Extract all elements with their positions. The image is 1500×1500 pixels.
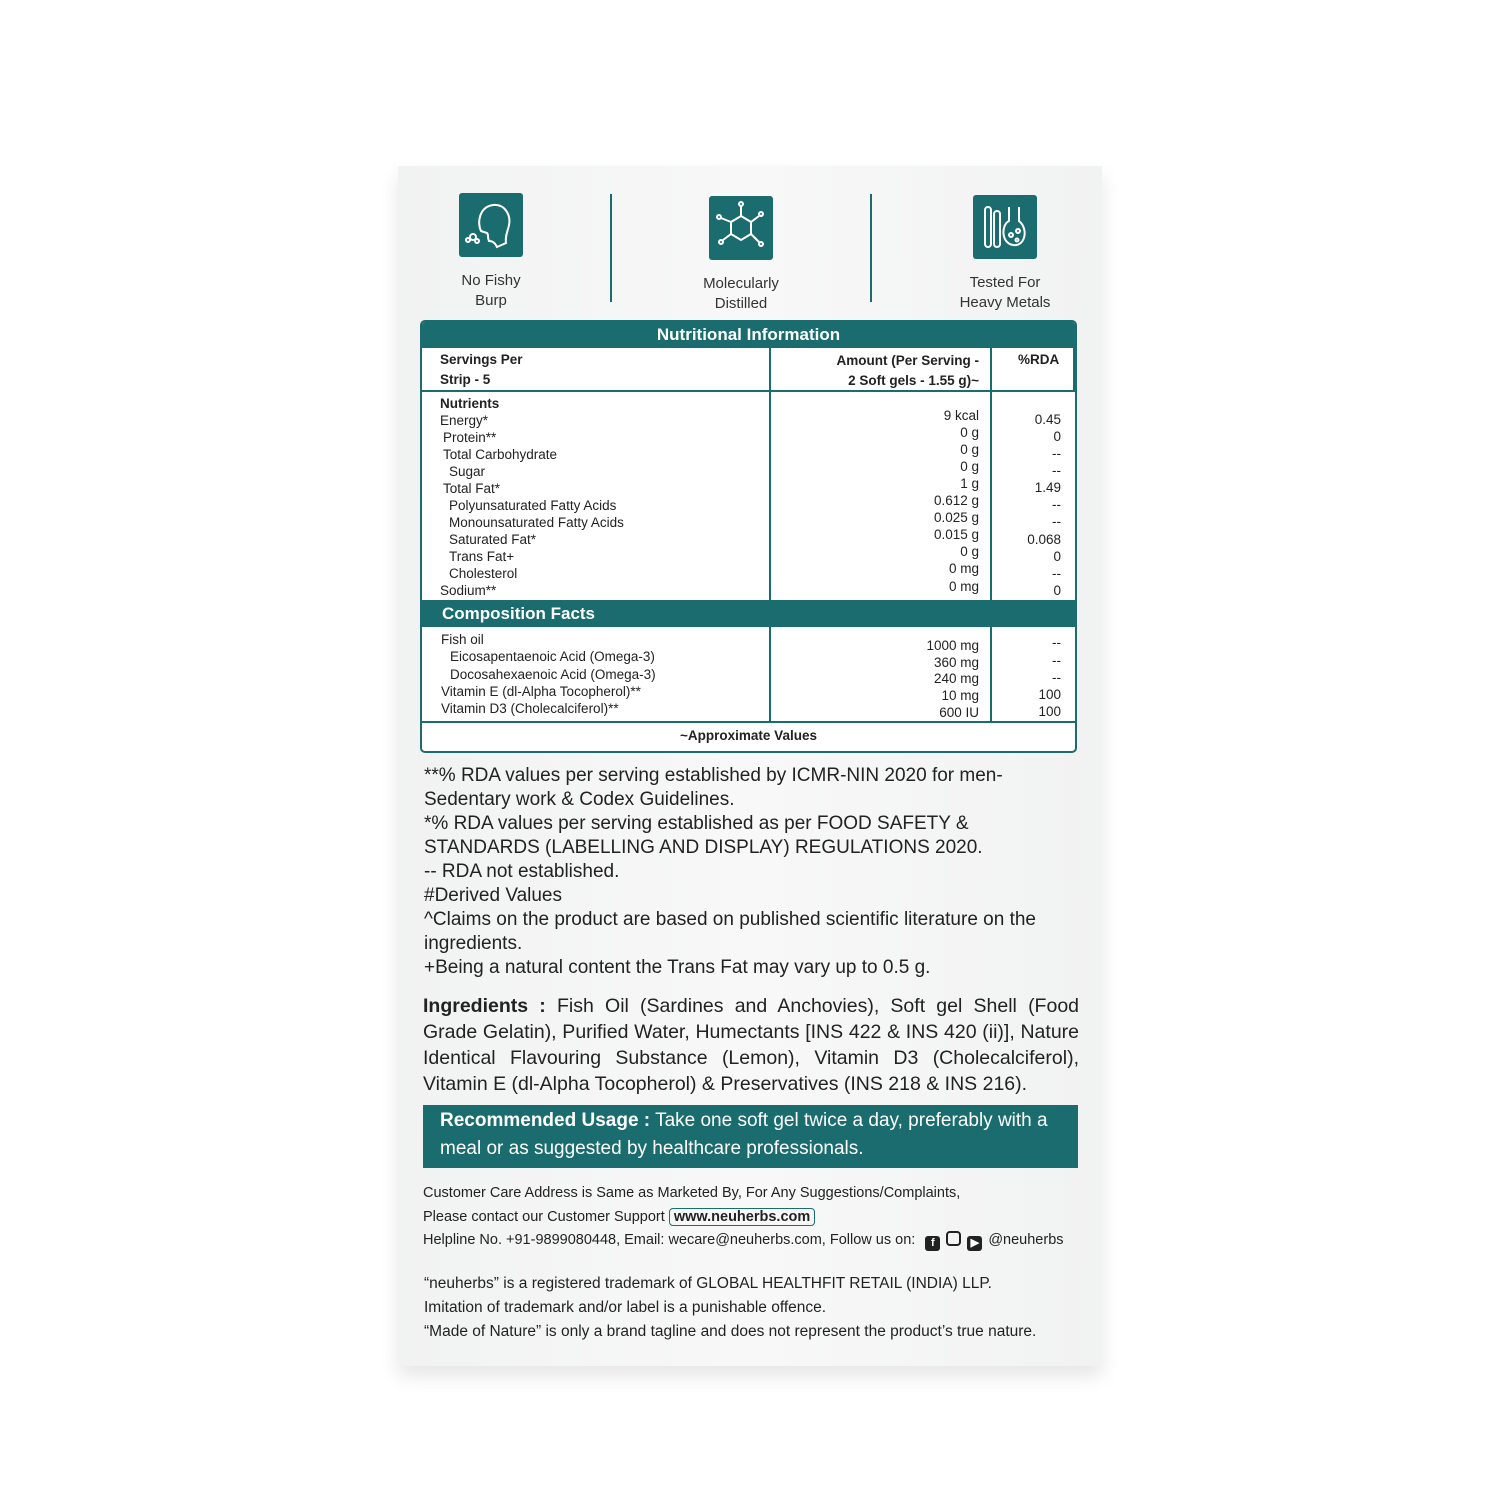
legal-line: Imitation of trademark and/or label is a punishable offence.	[424, 1299, 827, 1316]
lab-flask-icon	[973, 195, 1037, 259]
legal-line: “Made of Nature” is only a brand tagline and does not represent the product’s true nature.	[424, 1323, 1037, 1340]
nutrient-rda: 0	[1053, 549, 1061, 564]
column-divider	[769, 627, 771, 722]
nutrition-table	[420, 320, 1077, 753]
nutrient-rda: 1.49	[1034, 480, 1061, 495]
nutrient-amount: 1 g	[960, 476, 979, 491]
rda-header: %RDA	[1018, 352, 1060, 367]
feature-label: No Fishy Burp	[461, 272, 521, 309]
nutrient-name: Monounsaturated Fatty Acids	[449, 515, 624, 530]
nutrient-amount: 0 g	[960, 425, 979, 440]
youtube-icon[interactable]: ▶	[967, 1236, 982, 1251]
nutrient-amount: 0 g	[960, 442, 979, 457]
nutrient-name: Trans Fat+	[449, 549, 515, 564]
nutrient-name: Protein**	[443, 430, 497, 445]
nutrient-rda: --	[1052, 514, 1061, 529]
composition-name: Vitamin D3 (Cholecalciferol)**	[441, 701, 619, 716]
ingredients	[423, 993, 1079, 1097]
customer-care-line-3	[423, 1230, 1064, 1251]
feature-tested-heavy-metals	[915, 195, 1095, 313]
nutrient-name: Total Carbohydrate	[443, 447, 558, 462]
feature-no-fishy-burp	[401, 193, 581, 311]
composition-name: Vitamin E (dl-Alpha Tocopherol)**	[441, 684, 641, 699]
nutrient-rda: 0.45	[1034, 412, 1061, 427]
amount-header: Amount (Per Serving -	[836, 353, 979, 368]
column-divider	[769, 348, 771, 600]
rda-notes	[424, 764, 1084, 980]
composition-rda: --	[1052, 670, 1061, 685]
approximate-values-note: ~Approximate Values	[680, 728, 817, 743]
nutrition-title: Nutritional Information	[422, 322, 1075, 348]
nutrient-name: Cholesterol	[449, 566, 518, 581]
nutrients-header: Nutrients	[440, 396, 500, 411]
nutrient-amount: 0 mg	[948, 561, 979, 576]
composition-amount: 600 IU	[939, 705, 979, 720]
nutrient-rda: 0.068	[1027, 532, 1061, 547]
composition-name: Docosahexaenoic Acid (Omega-3)	[450, 667, 656, 682]
composition-amount: 240 mg	[933, 671, 979, 686]
usage-text: Take one soft gel twice a day, preferably with a meal or as suggested by healthcare professionals.	[440, 1110, 1048, 1159]
servings-label: Servings Per	[440, 352, 523, 367]
customer-care-line-2	[423, 1207, 815, 1227]
note: +Being a natural content the Trans Fat may vary up to 0.5 g.	[424, 957, 931, 978]
composition-title: Composition Facts	[422, 600, 1075, 627]
usage-heading: Recommended Usage :	[440, 1110, 651, 1131]
helpline-text: Helpline No. +91-9899080448, Email: wecare@neuherbs.com, Follow us on:	[423, 1232, 916, 1248]
feature-molecularly-distilled	[651, 196, 831, 314]
nutrient-name: Total Fat*	[443, 481, 501, 496]
nutrient-amount: 0.015 g	[933, 527, 979, 542]
nutrient-name: Energy*	[440, 413, 489, 428]
note: #Derived Values	[424, 885, 563, 906]
nutrient-name: Saturated Fat*	[449, 532, 537, 547]
website-link[interactable]: www.neuherbs.com	[669, 1208, 815, 1226]
face-burp-icon	[459, 193, 523, 257]
servings-value: Strip - 5	[440, 372, 491, 387]
legal-notice	[424, 1272, 1036, 1344]
nutrient-amount: 9 kcal	[943, 408, 979, 423]
ingredients-text: Fish Oil (Sardines and Anchovies), Soft gel Shell (Food Grade Gelatin), Purified Water, Humectants [INS 422 & INS 420 (ii)], Nature Identical Flavouring Substance (Lemon), Vitamin D3 (Cholecalciferol), Vitamin E (dl-Alpha Tocopherol) & Preservatives (INS 218 & INS 216).	[423, 995, 1080, 1095]
nutrient-rda: 0	[1053, 583, 1061, 598]
nutrient-name: Polyunsaturated Fatty Acids	[449, 498, 617, 513]
divider	[610, 194, 612, 302]
footer-divider	[422, 721, 1075, 723]
nutrient-name: Sugar	[449, 464, 486, 479]
composition-rda: --	[1052, 635, 1061, 650]
feature-label: Molecularly Distilled	[703, 275, 779, 312]
composition-name: Eicosapentaenoic Acid (Omega-3)	[450, 649, 655, 664]
composition-name: Fish oil	[441, 632, 484, 647]
divider	[870, 194, 872, 302]
header-divider	[422, 390, 1075, 392]
nutrient-name: Sodium**	[440, 583, 497, 598]
composition-rda: 100	[1038, 687, 1061, 702]
composition-rda: 100	[1038, 704, 1061, 719]
feature-label: Tested For Heavy Metals	[959, 274, 1051, 311]
facebook-icon[interactable]: f	[925, 1236, 940, 1251]
molecule-icon	[709, 196, 773, 260]
nutrient-rda: --	[1052, 446, 1061, 461]
composition-amount: 1000 mg	[926, 638, 979, 653]
nutrient-amount: 0 g	[960, 544, 979, 559]
note: **% RDA values per serving established by ICMR-NIN 2020 for men-Sedentary work & Codex Guidelines.	[424, 765, 1003, 810]
nutrient-amount: 0.612 g	[933, 493, 979, 508]
legal-line: “neuherbs” is a registered trademark of GLOBAL HEALTHFIT RETAIL (INDIA) LLP.	[424, 1275, 992, 1292]
nutrient-rda: --	[1052, 566, 1061, 581]
nutrient-rda: --	[1052, 497, 1061, 512]
note: *% RDA values per serving established as per FOOD SAFETY & STANDARDS (LABELLING AND DISPLAY) REGULATIONS 2020.	[424, 813, 983, 858]
customer-care-text: Please contact our Customer Support	[423, 1209, 665, 1225]
nutrient-rda: --	[1052, 463, 1061, 478]
nutrient-rda: 0	[1053, 429, 1061, 444]
ingredients-heading: Ingredients :	[423, 995, 546, 1017]
nutrient-amount: 0 g	[960, 459, 979, 474]
social-handle: @neuherbs	[988, 1232, 1064, 1248]
nutrient-amount: 0 mg	[948, 579, 979, 594]
instagram-icon[interactable]	[946, 1231, 961, 1246]
column-divider	[990, 348, 992, 600]
composition-amount: 360 mg	[933, 655, 979, 670]
amount-header-sub: 2 Soft gels - 1.55 g)~	[848, 373, 979, 388]
nutrient-amount: 0.025 g	[933, 510, 979, 525]
column-divider	[990, 627, 992, 722]
note: ^Claims on the product are based on published scientific literature on the ingredients.	[424, 909, 1036, 954]
recommended-usage	[423, 1105, 1078, 1168]
customer-care-line-1: Customer Care Address is Same as Marketed By, For Any Suggestions/Complaints,	[423, 1185, 961, 1201]
note: -- RDA not established.	[424, 861, 620, 882]
composition-amount: 10 mg	[941, 688, 979, 703]
column-divider	[1073, 348, 1075, 392]
composition-rda: --	[1052, 653, 1061, 668]
